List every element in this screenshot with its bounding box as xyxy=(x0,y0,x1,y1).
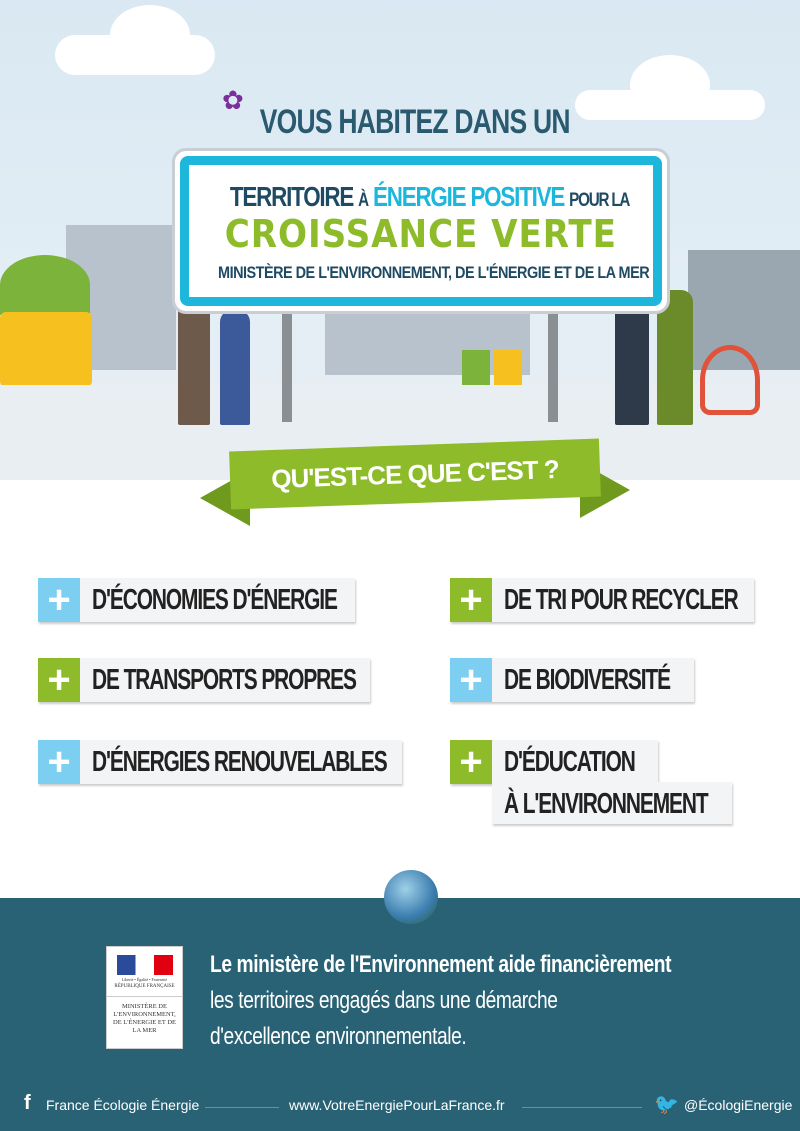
item-recycling xyxy=(450,578,754,622)
flag-icon xyxy=(117,955,173,975)
recycling-bin-yellow xyxy=(494,350,522,388)
item-label-text: D'ÉDUCATION xyxy=(504,746,635,778)
sign-post xyxy=(282,310,292,422)
sign-line-2-text: CROISSANCE VERTE xyxy=(224,212,618,256)
recycling-bin-green xyxy=(462,350,490,388)
plus-icon: + xyxy=(38,658,80,702)
item-label xyxy=(492,578,754,622)
twitter-link[interactable]: @ÉcologiEnergie xyxy=(684,1097,793,1113)
footer-line-2 xyxy=(210,987,644,1015)
plus-icon: + xyxy=(38,740,80,784)
footer-line-2-text: les territoires engagés dans une démarche xyxy=(210,987,558,1014)
logo-motto: Liberté • Égalité • Fraternité xyxy=(121,977,168,982)
butterfly-icon: ✿ xyxy=(222,85,244,115)
item-label xyxy=(80,658,370,702)
item-renewables xyxy=(38,740,402,784)
cloud xyxy=(110,5,190,65)
footer-line-3 xyxy=(210,1023,530,1051)
item-clean-transport xyxy=(38,658,370,702)
divider xyxy=(205,1107,279,1108)
person xyxy=(220,310,250,425)
item-label xyxy=(492,658,694,702)
item-biodiversity xyxy=(450,658,694,702)
title-text: VOUS HABITEZ DANS UN xyxy=(259,103,571,141)
item-label-text: DE TRI POUR RECYCLER xyxy=(504,584,738,616)
sign-post xyxy=(548,310,558,422)
ribbon-banner: QU'EST-CE QUE C'EST ? xyxy=(229,439,601,510)
item-label xyxy=(492,740,658,784)
item-label-text: À L'ENVIRONNEMENT xyxy=(504,788,708,820)
sign-text: ÉNERGIE POSITIVE xyxy=(372,181,565,212)
facebook-link[interactable]: France Écologie Énergie xyxy=(46,1097,200,1113)
plus-icon: + xyxy=(450,740,492,784)
facebook-icon[interactable]: f xyxy=(24,1092,31,1114)
footer-line-3-text: d'excellence environnementale. xyxy=(210,1023,467,1050)
hill xyxy=(0,255,90,315)
republique-francaise-logo xyxy=(106,946,183,1049)
item-label xyxy=(80,740,402,784)
sign-line-3 xyxy=(180,263,662,283)
logo-ministry: MINISTÈRE DE L'ENVIRONNEMENT, DE L'ÉNERGIE ET DE LA MER xyxy=(107,996,182,1035)
sign-line-3-text: MINISTÈRE DE L'ENVIRONNEMENT, DE L'ÉNERGIE ET DE LA MER xyxy=(218,263,650,282)
item-energy-savings xyxy=(38,578,355,622)
bus xyxy=(0,312,92,387)
sign-text: POUR LA xyxy=(569,190,630,211)
sign-text: TERRITOIRE xyxy=(229,181,354,212)
item-label-text: DE BIODIVERSITÉ xyxy=(504,664,670,696)
stroller xyxy=(700,345,760,415)
item-education xyxy=(450,740,658,784)
footer-line-1-text: Le ministère de l'Environnement aide financièrement xyxy=(210,951,672,978)
item-label xyxy=(492,782,732,824)
plus-icon: + xyxy=(450,658,492,702)
person xyxy=(615,295,649,425)
divider xyxy=(522,1107,642,1108)
page-title xyxy=(0,103,800,142)
item-label-text: D'ÉNERGIES RENOUVELABLES xyxy=(92,746,387,778)
twitter-icon[interactable]: 🐦 xyxy=(654,1094,679,1116)
footer-line-1 xyxy=(210,951,786,979)
website-link[interactable]: www.VotreEnergiePourLaFrance.fr xyxy=(289,1097,505,1113)
globe-logo-icon xyxy=(384,870,438,924)
sign-text: À xyxy=(358,190,368,211)
item-label-text: DE TRANSPORTS PROPRES xyxy=(92,664,356,696)
logo-republic: RÉPUBLIQUE FRANÇAISE xyxy=(114,984,175,989)
sign-line-2 xyxy=(180,212,662,256)
item-label-text: D'ÉCONOMIES D'ÉNERGIE xyxy=(92,584,337,616)
plus-icon: + xyxy=(450,578,492,622)
item-label xyxy=(80,578,355,622)
plus-icon: + xyxy=(38,578,80,622)
